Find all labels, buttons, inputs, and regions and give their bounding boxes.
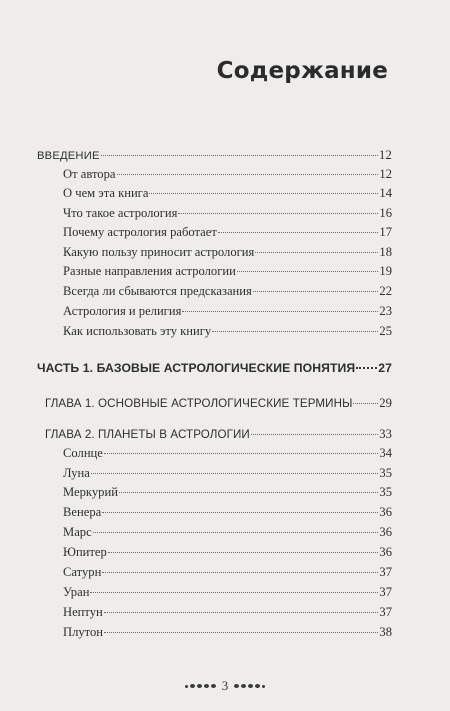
toc-entry-page: 33 — [379, 427, 392, 441]
toc-entry-page: 14 — [379, 186, 392, 200]
page-number: 3 — [221, 678, 229, 693]
dot-leader — [104, 632, 378, 633]
toc-entry-page: 37 — [379, 565, 392, 579]
toc-entry-page: 18 — [379, 245, 392, 259]
toc-entry-page: 22 — [379, 284, 392, 298]
toc-entry-intro[interactable] — [37, 148, 392, 163]
dot-leader — [90, 592, 378, 593]
toc-entry-label: ГЛАВА 1. ОСНОВНЫЕ АСТРОЛОГИЧЕСКИЕ ТЕРМИНЫ — [45, 397, 353, 410]
toc-entry-label: От автора — [63, 167, 116, 181]
toc-entry-planet[interactable] — [63, 565, 392, 580]
toc-entry-part-1[interactable] — [37, 361, 392, 375]
toc-entry-label: Сатурн — [63, 565, 102, 579]
toc-entry-label: Венера — [63, 505, 102, 519]
dot-leader — [102, 512, 378, 513]
toc-entry-label: ЧАСТЬ 1. БАЗОВЫЕ АСТРОЛОГИЧЕСКИЕ ПОНЯТИЯ — [37, 361, 356, 375]
toc-entry-page: 27 — [378, 361, 392, 375]
dot-leader — [237, 271, 379, 272]
dot-leader — [178, 213, 378, 214]
page-title: Содержание — [216, 58, 388, 84]
toc-entry-planet[interactable] — [63, 545, 392, 560]
toc-entry-planet[interactable] — [63, 485, 392, 500]
toc-entry-planet[interactable] — [63, 585, 392, 600]
toc-entry-planet[interactable] — [63, 525, 392, 540]
toc-entry[interactable] — [63, 324, 392, 339]
toc-entry-label: Марс — [63, 525, 92, 539]
dot-leader — [117, 174, 379, 175]
toc-entry-label: ВВЕДЕНИЕ — [37, 150, 100, 162]
page-footer — [0, 678, 450, 694]
toc-entry-label: О чем эта книга — [63, 186, 149, 200]
toc-entry-label: Уран — [63, 585, 90, 599]
dot-leader — [353, 403, 378, 404]
toc-entry-label: Как использовать эту книгу — [63, 324, 212, 338]
toc-entry-page: 38 — [379, 625, 392, 639]
dot-leader — [255, 252, 378, 253]
dot-leader — [93, 532, 379, 533]
toc-entry-label: Разные направления астрологии — [63, 264, 236, 278]
toc-entry-label: Астрология и религия — [63, 304, 182, 318]
toc-entry-label: Солнце — [63, 446, 103, 460]
toc-entry-page: 37 — [379, 605, 392, 619]
toc-entry-page: 19 — [379, 264, 392, 278]
toc-entry-planet[interactable] — [63, 625, 392, 640]
toc-entry-page: 36 — [379, 545, 392, 559]
toc-entry-chapter-1[interactable] — [45, 396, 392, 411]
toc-entry[interactable] — [63, 264, 392, 279]
toc-entry-label: Всегда ли сбываются предсказания — [63, 284, 252, 298]
toc-entry[interactable] — [63, 225, 392, 240]
toc-entry[interactable] — [63, 284, 392, 299]
toc-entry-planet[interactable] — [63, 605, 392, 620]
dot-leader — [356, 367, 377, 369]
dot-leader — [91, 473, 379, 474]
dot-leader — [108, 552, 379, 553]
toc-entry-page: 34 — [379, 446, 392, 460]
toc-entry-page: 37 — [379, 585, 392, 599]
dot-leader — [104, 612, 379, 613]
dot-leader — [119, 492, 378, 493]
toc-entry-planet[interactable] — [63, 505, 392, 520]
dot-leader — [102, 572, 378, 573]
dot-leader — [104, 453, 379, 454]
toc-entry-page: 16 — [379, 206, 392, 220]
bead-ornament-right-icon — [234, 684, 265, 688]
toc-entry-planet[interactable] — [63, 446, 392, 461]
dot-leader — [253, 291, 379, 292]
bead-ornament-left-icon — [185, 684, 216, 688]
dot-leader — [149, 193, 378, 194]
toc-entry-label: Юпитер — [63, 545, 107, 559]
toc-entry-page: 36 — [379, 505, 392, 519]
dot-leader — [101, 155, 378, 156]
toc-entry-label: Что такое астрология — [63, 206, 178, 220]
toc-entry-label: Луна — [63, 466, 90, 480]
toc-entry-page: 25 — [379, 324, 392, 338]
toc-entry-label: ГЛАВА 2. ПЛАНЕТЫ В АСТРОЛОГИИ — [45, 428, 250, 441]
toc-entry[interactable] — [63, 186, 392, 201]
dot-leader — [218, 232, 379, 233]
toc-entry-label: Плутон — [63, 625, 104, 639]
toc-entry[interactable] — [63, 206, 392, 221]
toc-entry-page: 35 — [379, 466, 392, 480]
dot-leader — [251, 434, 378, 435]
toc-entry-page: 12 — [379, 167, 392, 181]
toc-entry-label: Меркурий — [63, 485, 118, 499]
toc-entry-label: Какую пользу приносит астрология — [63, 245, 255, 259]
toc-entry-label: Нептун — [63, 605, 103, 619]
toc-entry-page: 23 — [379, 304, 392, 318]
dot-leader — [212, 331, 378, 332]
toc-entry[interactable] — [63, 245, 392, 260]
toc-entry-page: 36 — [379, 525, 392, 539]
toc-entry-page: 29 — [379, 396, 392, 410]
dot-leader — [182, 311, 378, 312]
toc-entry-label: Почему астрология работает — [63, 225, 217, 239]
toc-entry[interactable] — [63, 304, 392, 319]
toc-entry[interactable] — [63, 167, 392, 182]
toc-entry-chapter-2[interactable] — [45, 427, 392, 442]
toc-entry-page: 17 — [379, 225, 392, 239]
toc-entry-page: 35 — [379, 485, 392, 499]
toc-entry-page: 12 — [379, 148, 392, 162]
toc-entry-planet[interactable] — [63, 466, 392, 481]
